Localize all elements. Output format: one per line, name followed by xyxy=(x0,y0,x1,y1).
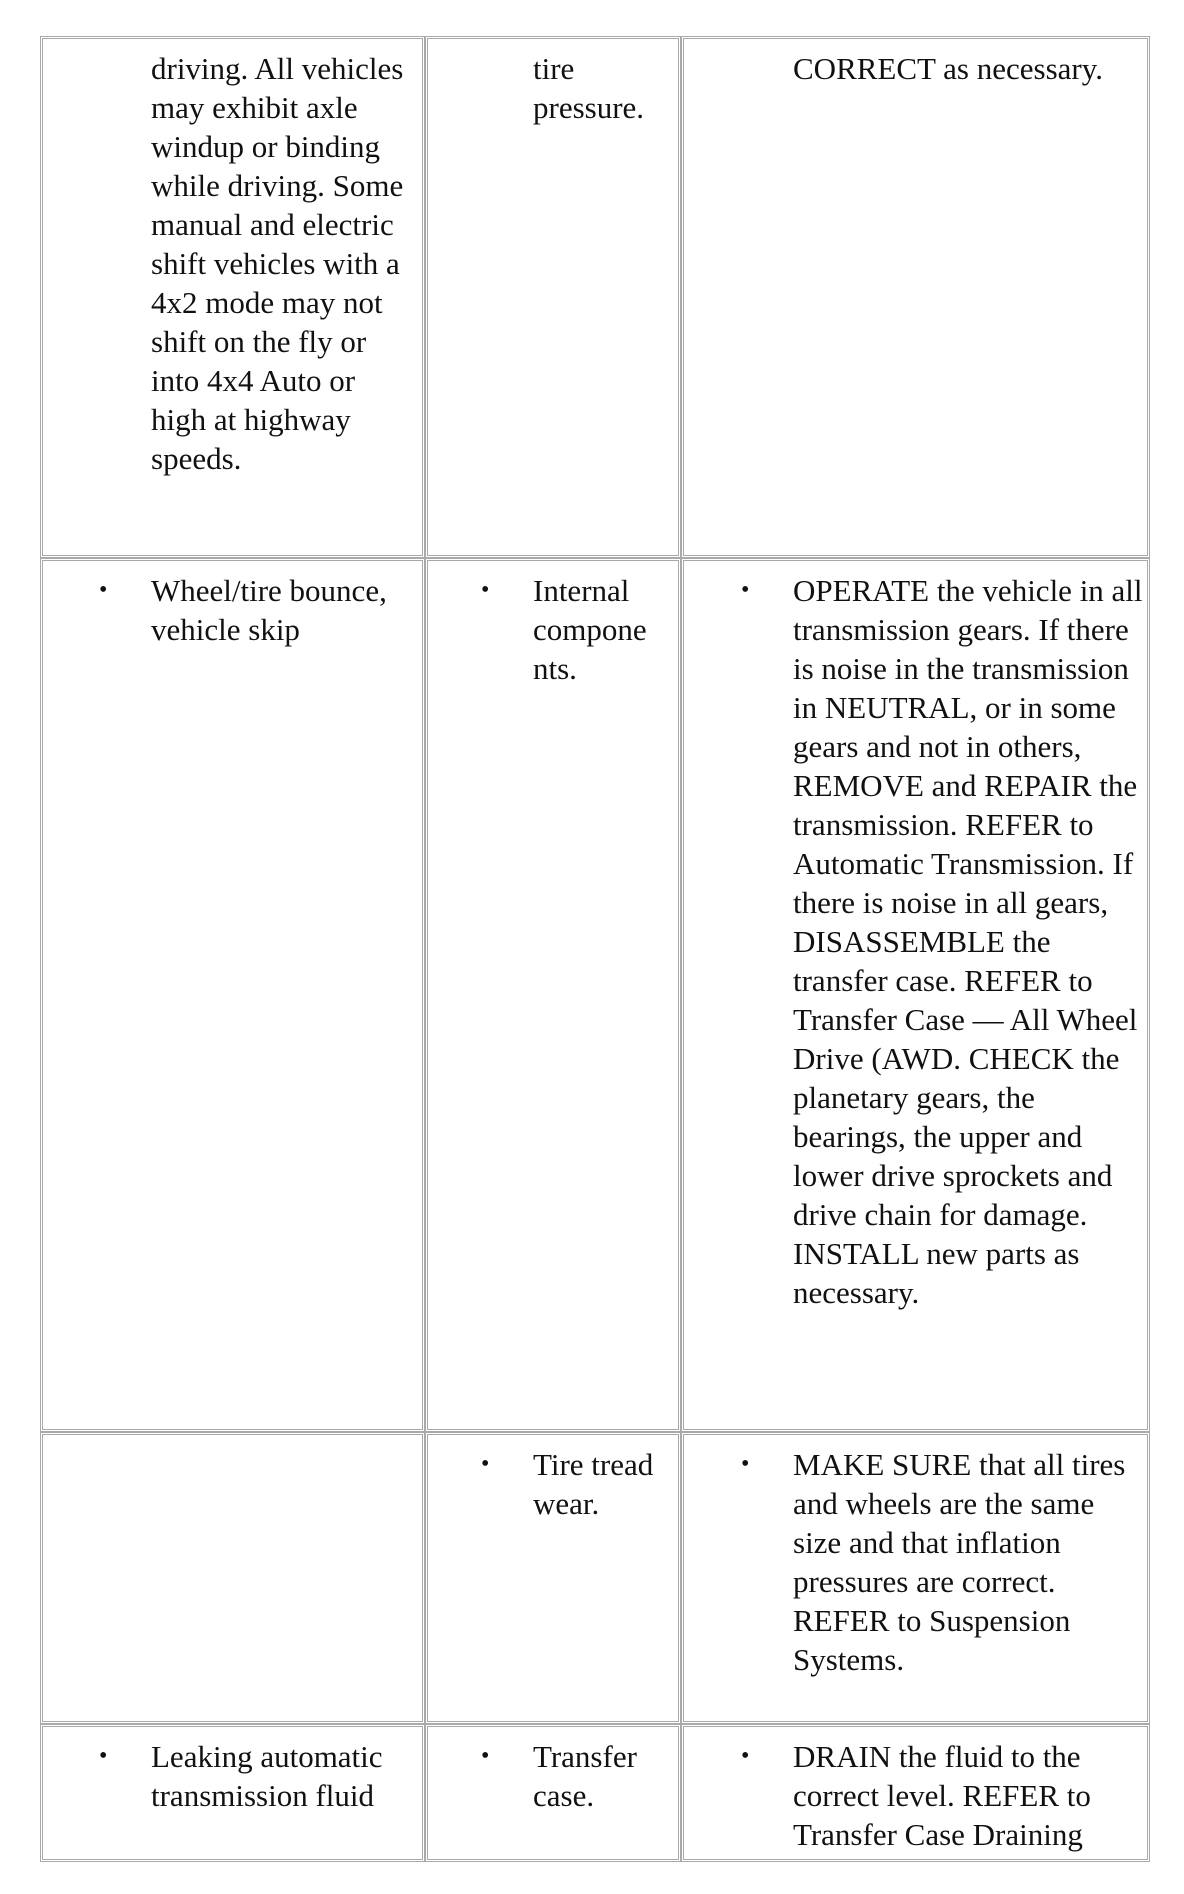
symptom-cell xyxy=(40,1432,425,1724)
symptom-text: Wheel/tire bounce, vehicle skip xyxy=(151,573,387,647)
source-cell xyxy=(425,36,681,558)
symptom-cell xyxy=(40,1724,425,1862)
action-cell xyxy=(681,36,1150,558)
source-cell xyxy=(425,1724,681,1862)
action-cell xyxy=(681,1724,1150,1862)
table-row xyxy=(40,36,1150,558)
action-text: DRAIN the fluid to the correct level. REFER to Transfer Case Draining xyxy=(793,1739,1091,1852)
source-text: Transfer case. xyxy=(533,1739,637,1813)
symptom-text: driving. All vehicles may exhibit axle windup or binding while driving. Some manual and electric shift vehicles with a 4x2 mode may not shift on the fly or into 4x4 Auto or high at highway speeds. xyxy=(151,51,404,476)
diagnosis-table xyxy=(40,36,1150,1862)
action-cell xyxy=(681,1432,1150,1724)
source-text: tire pressure. xyxy=(533,51,645,125)
symptom-cell xyxy=(40,558,425,1432)
action-text: CORRECT as necessary. xyxy=(793,51,1103,86)
action-text: MAKE SURE that all tires and wheels are the same size and that inflation pressures are correct. REFER to Suspension Systems. xyxy=(793,1447,1126,1677)
table-row xyxy=(40,1724,1150,1862)
bullet-icon: • xyxy=(741,577,750,603)
bullet-icon: • xyxy=(481,1451,490,1477)
bullet-icon: • xyxy=(99,577,108,603)
symptom-text: Leaking automatic transmission fluid xyxy=(151,1739,383,1813)
symptom-cell xyxy=(40,36,425,558)
action-text: OPERATE the vehicle in all transmission gears. If there is noise in the transmission in NEUTRAL, or in some gears and not in others, REMOVE and REPAIR the transmission. REFER to Automatic Transmission. If there is noise in all gears, DISASSEMBLE the transfer case. REFER to Transfer Case — All Wheel Drive (AWD. CHECK the planetary gears, the bearings, the upper and lower drive sprockets and drive chain for damage. INSTALL new parts as necessary. xyxy=(793,573,1143,1310)
bullet-icon: • xyxy=(741,1743,750,1769)
source-text: Tire tread wear. xyxy=(533,1447,654,1521)
source-cell xyxy=(425,558,681,1432)
bullet-icon: • xyxy=(741,1451,750,1477)
bullet-icon: • xyxy=(481,1743,490,1769)
bullet-icon: • xyxy=(99,1743,108,1769)
action-cell xyxy=(681,558,1150,1432)
source-cell xyxy=(425,1432,681,1724)
source-text: Internal compone nts. xyxy=(533,573,647,686)
table-row xyxy=(40,558,1150,1432)
table-row xyxy=(40,1432,1150,1724)
bullet-icon: • xyxy=(481,577,490,603)
